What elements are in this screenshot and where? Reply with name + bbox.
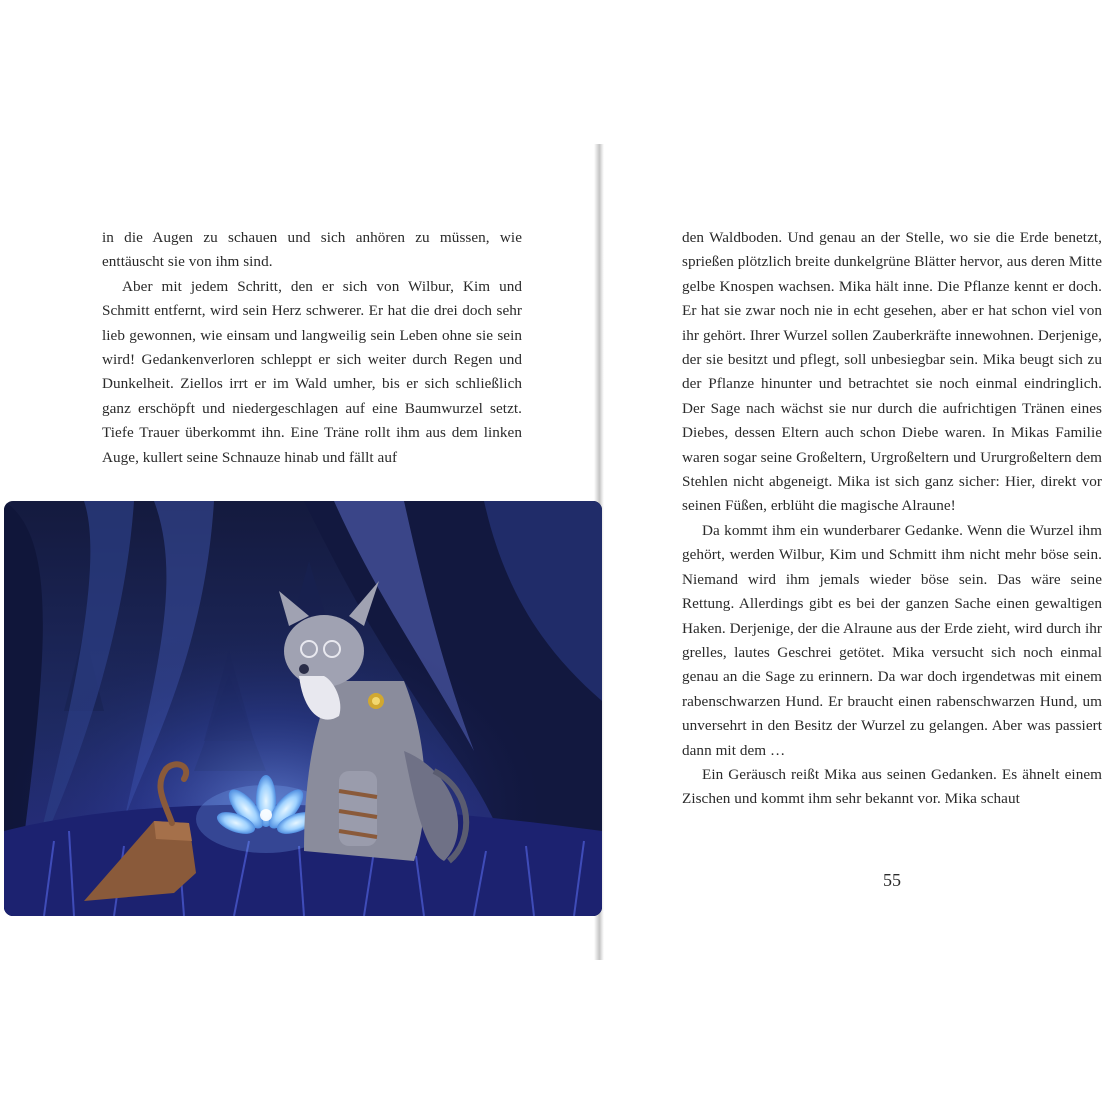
right-paragraph-3: Ein Geräusch reißt Mika aus seinen Gedanken. Es ähnelt einem Zischen und kommt ihm sehr bekannt vor. Mika schaut [682, 765, 1102, 808]
right-paragraph-1: den Waldboden. Und genau an der Stelle, wo sie die Erde benetzt, sprießen plötzlich breite dunkelgrüne Blätter hervor, aus deren Mitte gelbe Knospen wachsen. Mika hält inne. Die Pflanze kennt er doch. Er hat sie zwar noch nie in echt gesehen, aber er hat schon viel von ihr gehört. Ihrer Wurzel sollen Zauberkräfte innewohnen. Derjenige, der sie besitzt und pflegt, soll unbesiegbar sein. Mika beugt sich zu der Pflanze hinunter und betrachtet sie noch einmal eindringlich. Der Sage nach wächst sie nur durch die aufrichtigen Tränen eines Diebes, dessen Eltern auch schon Diebe waren. In Mikas Familie waren sogar seine Großeltern, Urgroßeltern und Ururgroßeltern dem Stehlen nicht abgeneigt. Mika ist sich ganz sicher: Hier, direkt vor seinen Füßen, erblüht die magische Alraune! [682, 229, 1102, 515]
right-page-text [682, 226, 1102, 812]
left-paragraph-1: in die Augen zu schauen und sich anhören zu müssen, wie enttäuscht sie von ihm sind. [102, 229, 522, 271]
left-paragraph-2: Aber mit jedem Schritt, den er sich von Wilbur, Kim und Schmitt entfernt, wird sein Herz schwerer. Er hat die drei doch sehr lieb gewonnen, wie einsam und langweilig sein Leben ohne sie sein wird! Gedankenverloren schleppt er sich weiter durch Regen und Dunkelheit. Ziellos irrt er im Wald umher, bis er sich schließlich ganz erschöpft und niedergeschlagen auf eine Baumwurzel setzt. Tiefe Trauer überkommt ihn. Eine Träne rollt ihm aus dem linken Auge, kullert seine Schnauze hinab und fällt auf [102, 277, 522, 466]
forest-illustration [4, 501, 602, 916]
page-number: 55 [883, 870, 901, 890]
right-paragraph-2: Da kommt ihm ein wunderbarer Gedanke. Wenn die Wurzel ihm gehört, werden Wilbur, Kim und Schmitt ihm nicht mehr böse sein. Niemand wird ihm jemals wieder böse sein. Das wäre seine Rettung. Allerdings gibt es bei der ganzen Sache einen gewaltigen Haken. Derjenige, der die Alraune aus der Erde zieht, wird durch ihr grelles, lautes Geschrei getötet. Mika versucht sich noch einmal genau an die Sage zu erinnern. Da war doch irgendetwas mit einem rabenschwarzen Hund. Er braucht einen rabenschwarzen Hund, um unversehrt in den Besitz der Wurzel zu gelangen. Aber was passiert dann mit dem … [682, 521, 1102, 759]
left-page-text [102, 226, 522, 470]
illustration-image [4, 501, 602, 916]
